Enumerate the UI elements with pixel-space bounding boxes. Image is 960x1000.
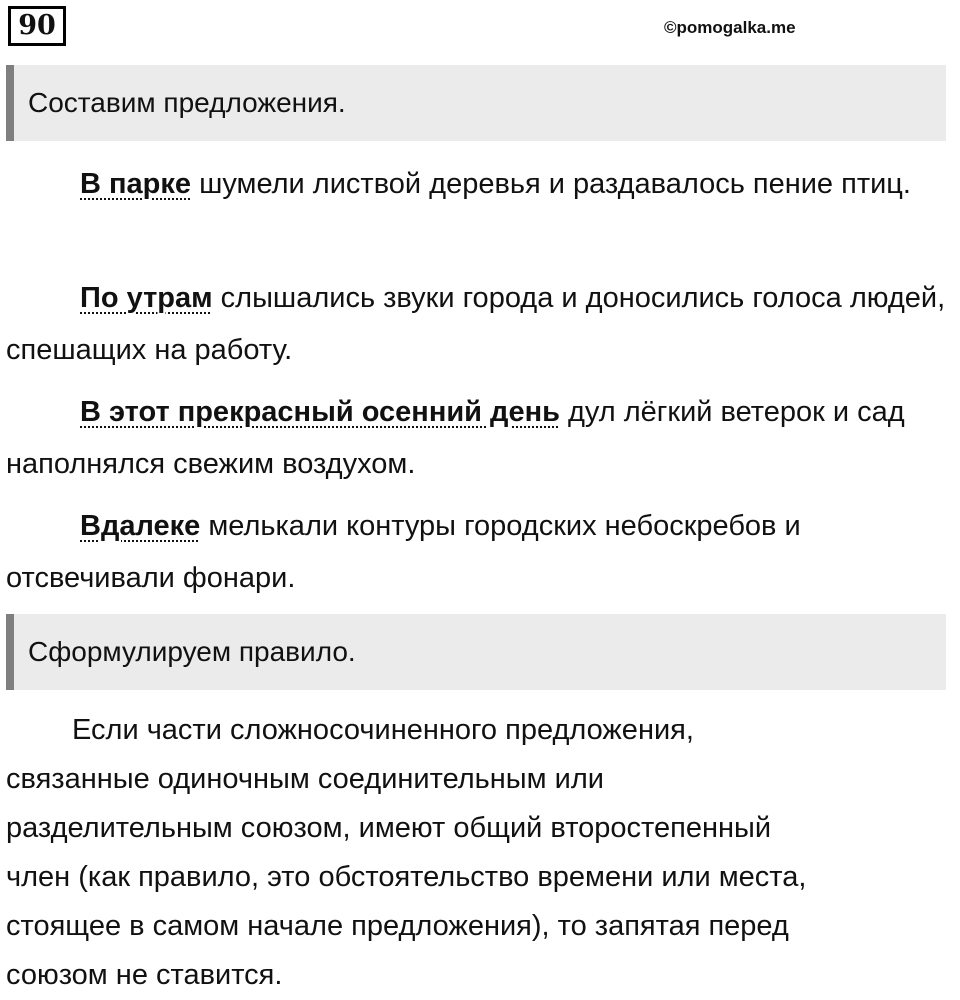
sentence-3-text: дул лёгкий ветерок и сад наполнялся свежим воздухом. — [6, 396, 905, 480]
sentence-4 — [6, 500, 956, 604]
sentence-2-adverbial: По утрам — [80, 282, 213, 314]
rule-line-4: член (как правило, это обстоятельство времени или места, — [6, 861, 807, 893]
sentence-4-text: мелькали контуры городских небоскребов и отсвечивали фонари. — [6, 510, 801, 594]
sentence-4-adverbial: Вдалеке — [80, 510, 201, 542]
sentence-2 — [6, 272, 956, 376]
watermark: ©pomogalka.me — [664, 18, 796, 37]
rule-line-2: связанные одиночным соединительным или — [6, 763, 604, 795]
sentence-3-adverbial: В этот прекрасный осенний день — [80, 396, 560, 428]
rule-line-1: Если части сложносочиненного предложения, — [72, 714, 694, 746]
exercise-number: 90 — [8, 6, 66, 46]
sentence-1-adverbial: В парке — [80, 168, 192, 200]
section-header-rule: Сформулируем правило. — [6, 614, 946, 690]
rule-text — [6, 706, 956, 1000]
rule-line-3: разделительным союзом, имеют общий второстепенный — [6, 812, 772, 844]
sentence-1-text: шумели листвой деревья и раздавалось пение птиц. — [191, 168, 911, 200]
section-header-compose: Составим предложения. — [6, 65, 946, 141]
sentence-2-text: слышались звуки города и доносились голоса людей, спешащих на работу. — [6, 282, 946, 366]
sentence-1 — [6, 158, 956, 210]
rule-line-5: стоящее в самом начале предложения), то запятая перед — [6, 910, 789, 942]
rule-line-6: союзом не ставится. — [6, 959, 283, 991]
sentence-3 — [6, 386, 956, 490]
